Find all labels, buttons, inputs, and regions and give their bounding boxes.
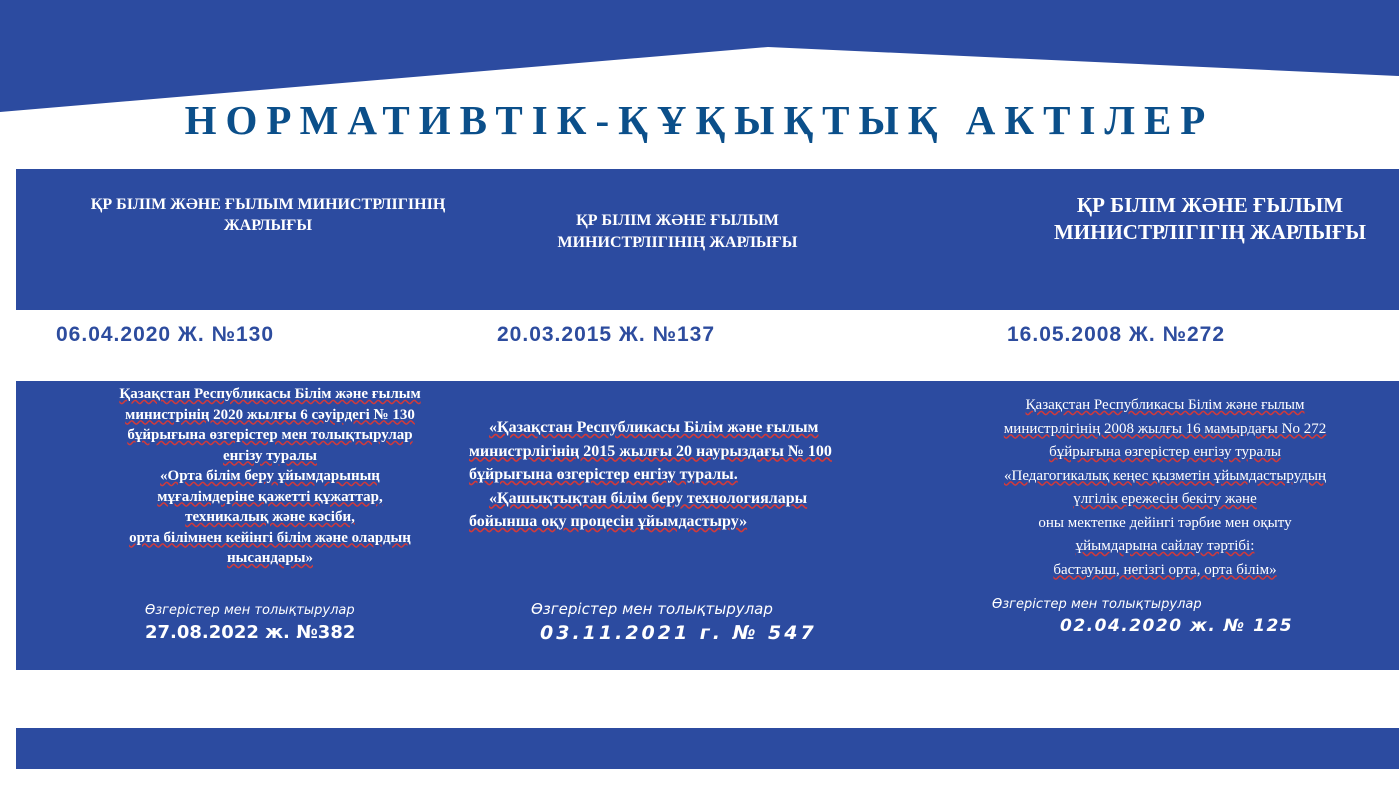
- page-title: НОРМАТИВТІК-ҚҰҚЫҚТЫҚ АКТІЛЕР: [184, 97, 1215, 143]
- description-line: енгізу туралы: [222, 447, 317, 464]
- column-2-amend-value: 03.11.2021 г. № 547: [540, 622, 817, 644]
- description-line: оны мектепке дейінгі тәрбие мен оқыту: [1038, 514, 1292, 531]
- heading-line: ЖАРЛЫҒЫ: [223, 217, 313, 234]
- column-1-date: 06.04.2020 Ж. №130: [56, 323, 275, 346]
- description-line: «Қашықтықтан білім беру технологиялары: [489, 489, 808, 507]
- description-line: бастауыш, негізгі орта, орта білім»: [1053, 561, 1277, 578]
- column-3-heading: [1020, 192, 1399, 246]
- column-1-description: [50, 384, 490, 569]
- description-line: министрлігінің 2015 жылғы 20 наурыздағы № 100: [469, 442, 832, 460]
- description-line: орта білімнен кейінгі білім және олардың: [129, 529, 411, 546]
- description-line: бұйрығына өзгерістер енгізу туралы: [1049, 444, 1281, 460]
- description-line: ұйымдарына сайлау тәртібі:: [1075, 538, 1255, 554]
- description-line: министрінің 2020 жылғы 6 сәуірдегі № 130: [125, 406, 415, 423]
- footer-band: [16, 728, 1399, 769]
- description-line: нысандары»: [227, 550, 313, 566]
- description-line: «Қазақстан Республикасы Білім және ғылым: [489, 419, 819, 436]
- description-line: мұғалімдеріне қажетті құжаттар,: [157, 488, 383, 505]
- column-2-amend-label: Өзгерістер мен толықтырулар: [531, 600, 773, 618]
- description-line: бойынша оқу процесін ұйымдастыру»: [469, 513, 748, 530]
- column-1-amend-label: Өзгерістер мен толықтырулар: [145, 603, 355, 618]
- description-line: Қазақстан Республикасы Білім және ғылым: [1025, 397, 1305, 413]
- column-2-heading: [510, 210, 845, 254]
- description-line: бұйрығына өзгерістер енгізу туралы.: [469, 466, 738, 483]
- heading-line: МИНИСТРЛІГІНІҢ ЖАРЛЫҒЫ: [557, 234, 798, 251]
- column-3-amend-value: 02.04.2020 ж. № 125: [1060, 616, 1294, 636]
- heading-line: ҚР БІЛІМ ЖӘНЕ ҒЫЛЫМ МИНИСТРЛІГІНІҢ: [90, 196, 446, 213]
- description-line: Қазақстан Республикасы Білім және ғылым: [119, 386, 421, 402]
- description-line: үлгілік ережесін бекіту және: [1073, 491, 1257, 507]
- description-line: «Орта білім беру ұйымдарының: [160, 468, 380, 484]
- column-3-date: 16.05.2008 Ж. №272: [1007, 323, 1226, 346]
- description-line: бұйрығына өзгерістер мен толықтырулар: [127, 427, 413, 443]
- heading-line: МИНИСТРЛІГІГІҢ ЖАРЛЫҒЫ: [1053, 220, 1366, 244]
- description-line: «Педагогикалық кеңес қызметін ұйымдастырудың: [1003, 467, 1327, 484]
- column-1-amend-value: 27.08.2022 ж. №382: [145, 622, 356, 643]
- column-3-amend-label: Өзгерістер мен толықтырулар: [992, 597, 1202, 612]
- heading-line: ҚР БІЛІМ ЖӘНЕ ҒЫЛЫМ: [576, 212, 779, 229]
- heading-line: ҚР БІЛІМ ЖӘНЕ ҒЫЛЫМ: [1076, 193, 1344, 217]
- column-2-description: [469, 416, 919, 534]
- description-line: техникалық және кәсіби,: [185, 509, 355, 525]
- description-line: министрлігінің 2008 жылғы 16 мамырдағы No 272: [1003, 420, 1327, 437]
- column-1-heading: [58, 194, 478, 236]
- column-3-description: [955, 394, 1375, 582]
- column-2-date: 20.03.2015 Ж. №137: [497, 323, 716, 346]
